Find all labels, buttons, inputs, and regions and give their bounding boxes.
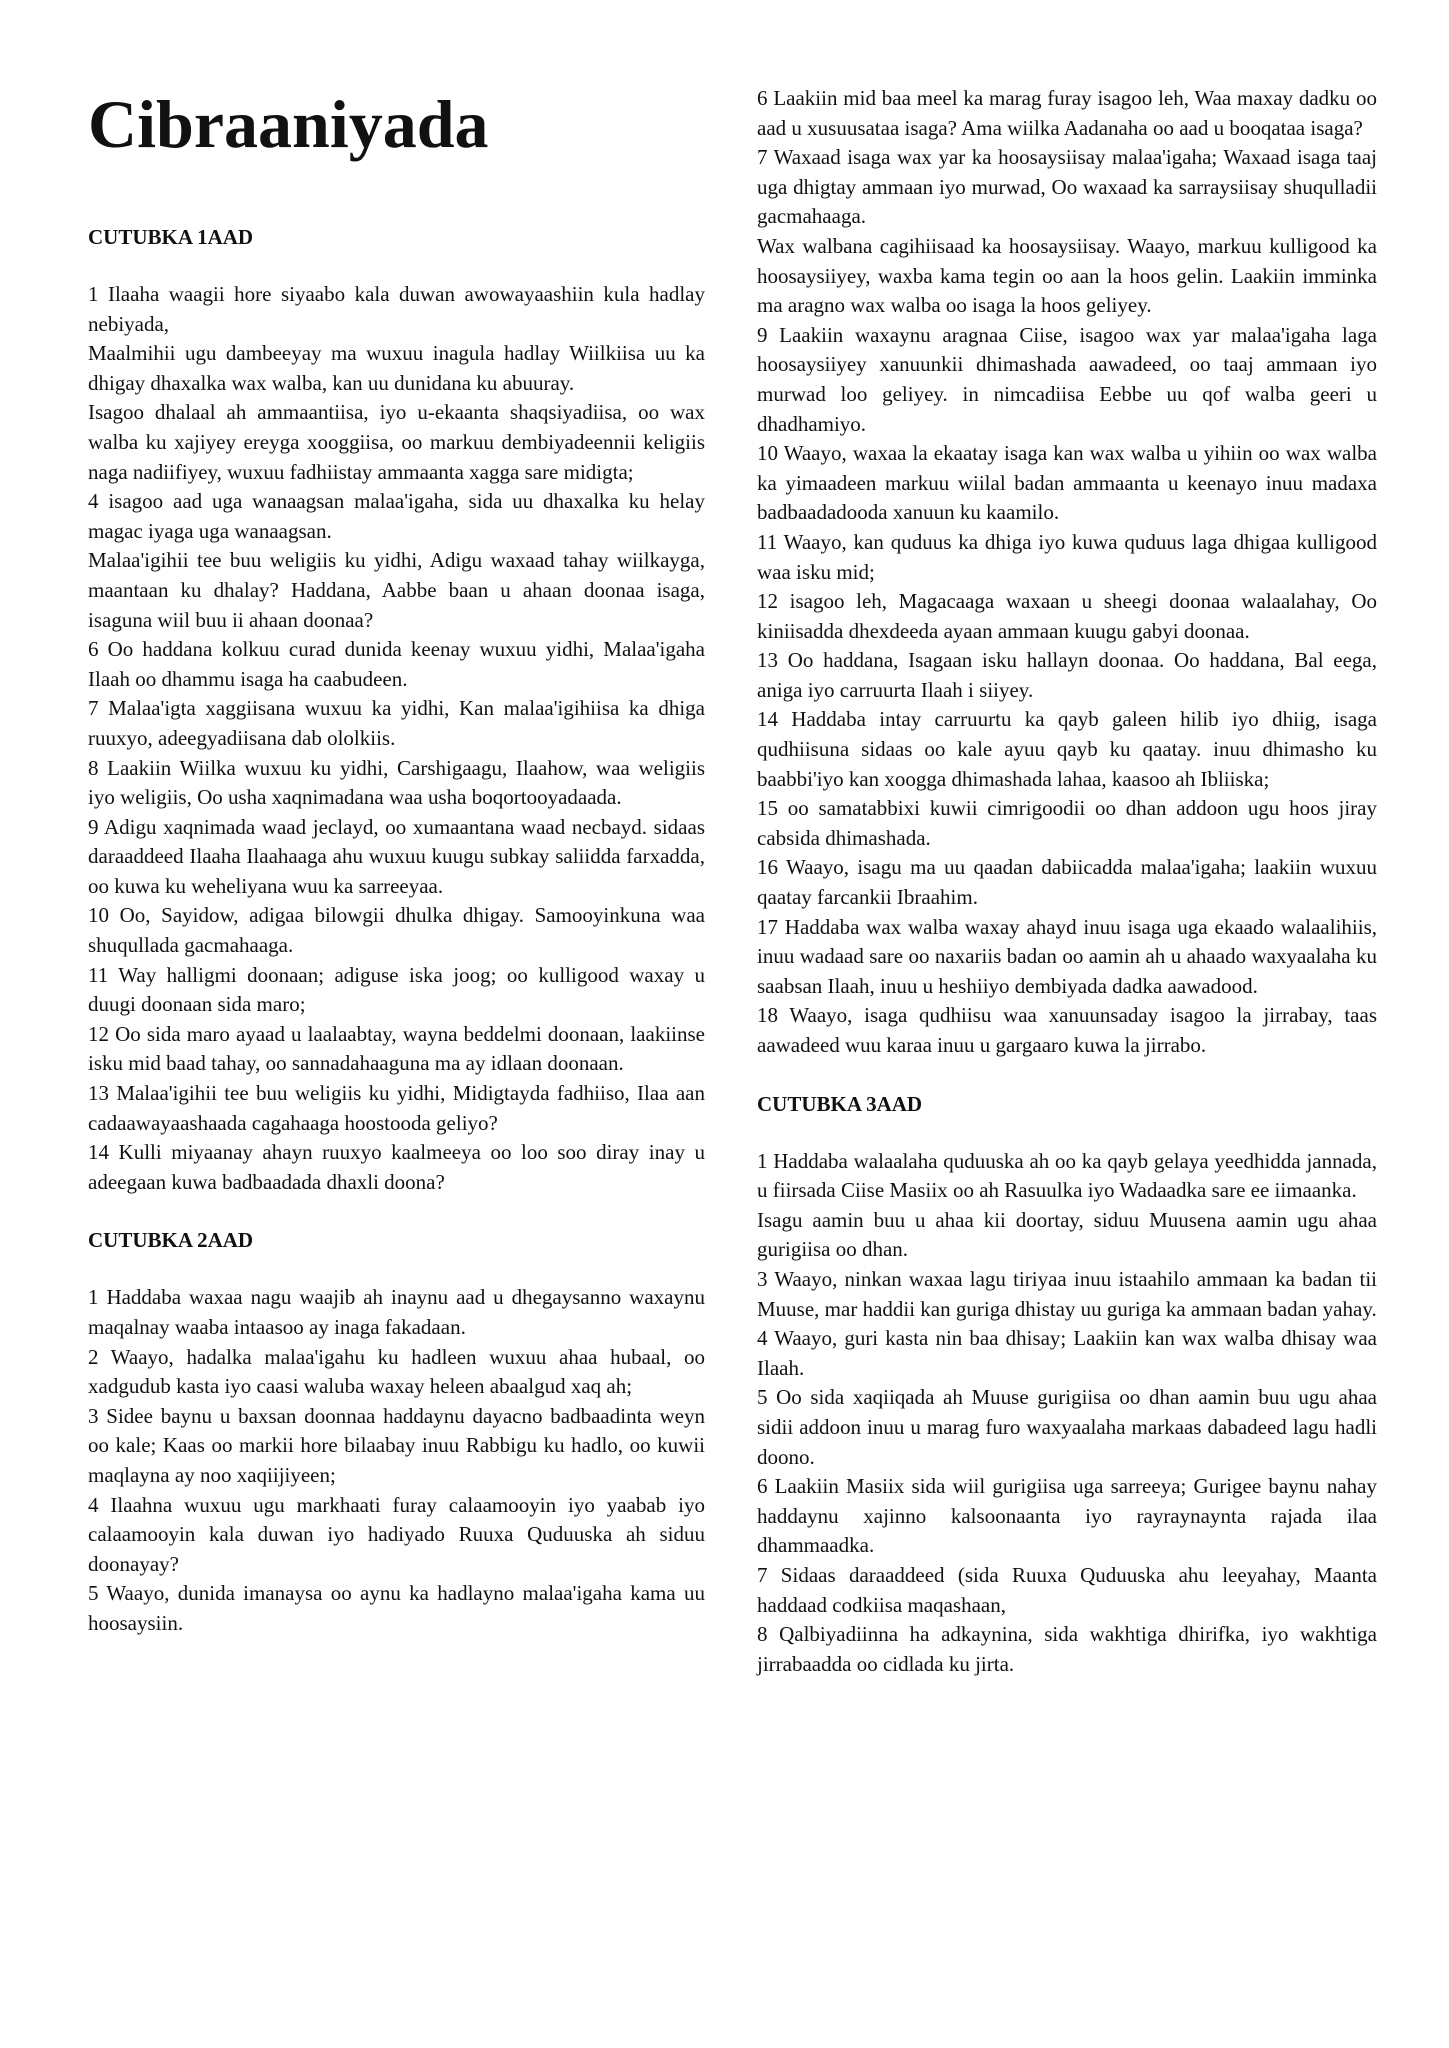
- verse: 8 Qalbiyadiinna ha adkaynina, sida wakhtiga dhirifka, iyo wakhtiga jirrabaadda oo cidlada ku jirta.: [757, 1622, 1377, 1676]
- verse: 7 Sidaas daraaddeed (sida Ruuxa Quduuska ahu leeyahay, Maanta haddaad codkiisa maqashaan,: [757, 1562, 1377, 1617]
- document-title: Cibraaniyada: [88, 86, 489, 162]
- verse: 18 Waayo, isaga qudhiisu waa xanuunsaday isagoo la jirrabay, taas aawadeed wuu karaa inuu u gargaaro kuwa la jirrabo.: [757, 1003, 1377, 1057]
- right-column: [757, 0, 1377, 1679]
- chapter-1-heading: CUTUBKA 1AAD: [88, 225, 254, 249]
- verse: 10 Oo, Sayidow, adigaa bilowgii dhulka dhigay. Samooyinkuna waa shuqullada gacmahaaga.: [88, 903, 705, 958]
- verse: Malaa'igihii tee buu weligiis ku yidhi, Adigu waxaad tahay wiilkayga, maantaan ku dhalay? Haddana, Aabbe baan u ahaan doonaa isaga, isaguna wiil buu ii ahaan doonaa?: [88, 548, 705, 632]
- verse: 1 Haddaba walaalaha quduuska ah oo ka qayb gelaya yeedhidda jannada, u fiirsada Ciise Masiix oo ah Rasuulka iyo Wadaadka sare ee iimaanka.: [757, 1148, 1377, 1203]
- verse: 3 Waayo, ninkan waxaa lagu tiriyaa inuu istaahilo ammaan ka badan tii Muuse, mar haddii kan guriga dhistay uu guriga ka ammaan badan yahay.: [757, 1266, 1377, 1321]
- verse: 7 Malaa'igta xaggiisana wuxuu ka yidhi, Kan malaa'igihiisa ka dhiga ruuxyo, adeegyadiisana dab ololkiis.: [88, 696, 705, 750]
- verse: 16 Waayo, isagu ma uu qaadan dabiicadda malaa'igaha; laakiin wuxuu qaatay farcankii Ibraahim.: [757, 855, 1377, 910]
- verse: 10 Waayo, waxaa la ekaatay isaga kan wax walba u yihiin oo wax walba ka yimaadeen markuu wiilal badan ammaanta u keenayo inuu madaxa badbaadadooda xanuun ku kaamilo.: [757, 441, 1377, 525]
- verse: 14 Kulli miyaanay ahayn ruuxyo kaalmeeya oo loo soo diray inay u adeegaan kuwa badbaadada dhaxli doona?: [88, 1140, 705, 1194]
- verse: Maalmihii ugu dambeeyay ma wuxuu inagula hadlay Wiilkiisa uu ka dhigay dhaxalka wax walba, kan uu dunidana ku abuuray.: [88, 341, 705, 395]
- verse: 13 Oo haddana, Isagaan isku hallayn doonaa. Oo haddana, Bal eega, aniga iyo carruurta Ilaah i siiyey.: [757, 648, 1377, 702]
- verse: 6 Laakiin mid baa meel ka marag furay isagoo leh, Waa maxay dadku oo aad u xusuusataa isaga? Ama wiilka Aadanaha oo aad u booqataa isaga?: [757, 86, 1377, 140]
- chapter-2-heading: CUTUBKA 2AAD: [88, 1228, 254, 1253]
- verse: 6 Laakiin Masiix sida wiil gurigiisa uga sarreeya; Gurigee baynu nahay haddaynu xajinno kalsoonaanta iyo rayraynaynta rajada ilaa dhammaadka.: [757, 1474, 1377, 1558]
- left-column: [88, 0, 705, 1639]
- verse: 13 Malaa'igihii tee buu weligiis ku yidhi, Midigtayda fadhiiso, Ilaa aan cadaawayaashaada cagahaaga hoostooda geliyo?: [88, 1081, 705, 1135]
- verse: Isagu aamin buu u ahaa kii doortay, siduu Muusena aamin ugu ahaa gurigiisa oo dhan.: [757, 1207, 1377, 1262]
- verse: 12 isagoo leh, Magacaaga waxaan u sheegi doonaa walaalahay, Oo kiniisadda dhexdeeda ayaan ammaan kuugu gabyi doonaa.: [757, 589, 1377, 643]
- chapter-2-verses-right: [757, 84, 1377, 1061]
- chapter-2-verses-left: [88, 1283, 705, 1638]
- verse: 9 Adigu xaqnimada waad jeclayd, oo xumaantana waad necbayd. sidaas daraaddeed Ilaaha Ilaahaaga ahu wuxuu kuugu subkay saliidda farxadda, oo kuwa ku weheliyana wuu ka sarreeyaa.: [88, 814, 705, 898]
- verse: 12 Oo sida maro ayaad u laalaabtay, wayna beddelmi doonaan, laakiinse isku mid baad tahay, oo sannadahaaguna ma ay idlaan doonaan.: [88, 1021, 705, 1076]
- verse: 5 Oo sida xaqiiqada ah Muuse gurigiisa oo dhan aamin buu ugu ahaa sidii addoon inuu u marag furo waxyaalaha markaas dabadeed lagu hadli doono.: [757, 1385, 1377, 1469]
- chapter-1-verses: [88, 280, 705, 1197]
- verse: 4 Ilaahna wuxuu ugu markhaati furay calaamooyin iyo yaabab iyo calaamooyin kala duwan iyo hadiyado Ruuxa Quduuska ah siduu doonayay?: [88, 1492, 705, 1576]
- verse: 15 oo samatabbixi kuwii cimrigoodii oo dhan addoon ugu hoos jiray cabsida dhimashada.: [757, 796, 1377, 850]
- verse: 11 Way halligmi doonaan; adiguse iska joog; oo kulligood waxay u duugi doonaan sida maro;: [88, 962, 705, 1017]
- verse: 6 Oo haddana kolkuu curad dunida keenay wuxuu yidhi, Malaa'igaha Ilaah oo dhammu isaga ha caabudeen.: [88, 637, 705, 691]
- verse: 8 Laakiin Wiilka wuxuu ku yidhi, Carshigaagu, Ilaahow, waa weligiis iyo weligiis, Oo usha xaqnimadana waa usha boqortooyadaada.: [88, 755, 705, 810]
- verse: 5 Waayo, dunida imanaysa oo aynu ka hadlayno malaa'igaha kama uu hoosaysiin.: [88, 1581, 705, 1635]
- verse: Isagoo dhalaal ah ammaantiisa, iyo u-ekaanta shaqsiyadiisa, oo wax walba ku xajiyey ereyga xooggiisa, oo markuu dembiyadeennii keligiis naga nadiifiyey, wuxuu fadhiistay ammaanta xagga sare midigta;: [88, 400, 705, 484]
- verse: 9 Laakiin waxaynu aragnaa Ciise, isagoo wax yar malaa'igaha laga hoosaysiiyey xanuunkii dhimashada aawadeed, oo taaj ammaan iyo murwad loo geliyey. in nimcadiisa Eebbe uu qof walba geeri u dhadhamiyo.: [757, 322, 1377, 436]
- verse: 4 Waayo, guri kasta nin baa dhisay; Laakiin kan wax walba dhisay waa Ilaah.: [757, 1326, 1377, 1380]
- verse: 1 Haddaba waxaa nagu waajib ah inaynu aad u dhegaysanno waxaynu maqalnay waaba intaasoo ay inaga fakadaan.: [88, 1285, 705, 1339]
- verse: 3 Sidee baynu u baxsan doonnaa haddaynu dayacno badbaadinta weyn oo kale; Kaas oo markii hore bilaabay inuu Rabbigu ku hadlo, oo kuwii maqlayna ay noo xaqiijiyeen;: [88, 1403, 705, 1487]
- verse: Wax walbana cagihiisaad ka hoosaysiisay. Waayo, markuu kulligood ka hoosaysiiyey, waxba kama tegin oo aan la hoos gelin. Laakiin imminka ma aragno wax walba oo isaga la hoos geliyey.: [757, 233, 1377, 318]
- verse: 7 Waxaad isaga wax yar ka hoosaysiisay malaa'igaha; Waxaad isaga taaj uga dhigtay ammaan iyo murwad, Oo waxaad ka sarraysiisay shuqulladii gacmahaaga.: [757, 145, 1377, 229]
- verse: 11 Waayo, kan quduus ka dhiga iyo kuwa quduus laga dhigaa kulligood waa isku mid;: [757, 529, 1377, 584]
- chapter-3-heading: CUTUBKA 3AAD: [757, 1091, 923, 1116]
- verse: 2 Waayo, hadalka malaa'igahu ku hadleen wuxuu ahaa hubaal, oo xadgudub kasta iyo caasi waluba waxay heleen abaalgud xaq ah;: [88, 1344, 705, 1399]
- verse: 17 Haddaba wax walba waxay ahayd inuu isaga uga ekaado walaalihiis, inuu wadaad sare oo naxariis badan oo aamin ah u ahaado waxyaalaha ku saabsan Ilaah, inuu u heshiiyo dembiyada dadka aawadood.: [757, 914, 1377, 998]
- verse: 14 Haddaba intay carruurtu ka qayb galeen hilib iyo dhiig, isaga qudhiisuna sidaas oo kale ayuu qayb ku qaatay. inuu dhimasho ku baabbi'iyo kan xoogga dhimashada lahaa, kaasoo ah Ibliiska;: [757, 707, 1377, 791]
- chapter-3-verses: [757, 1147, 1377, 1680]
- verse: 1 Ilaaha waagii hore siyaabo kala duwan awowayaashiin kula hadlay nebiyada,: [88, 282, 705, 336]
- verse: 4 isagoo aad uga wanaagsan malaa'igaha, sida uu dhaxalka ku helay magac iyaga uga wanaagsan.: [88, 489, 705, 543]
